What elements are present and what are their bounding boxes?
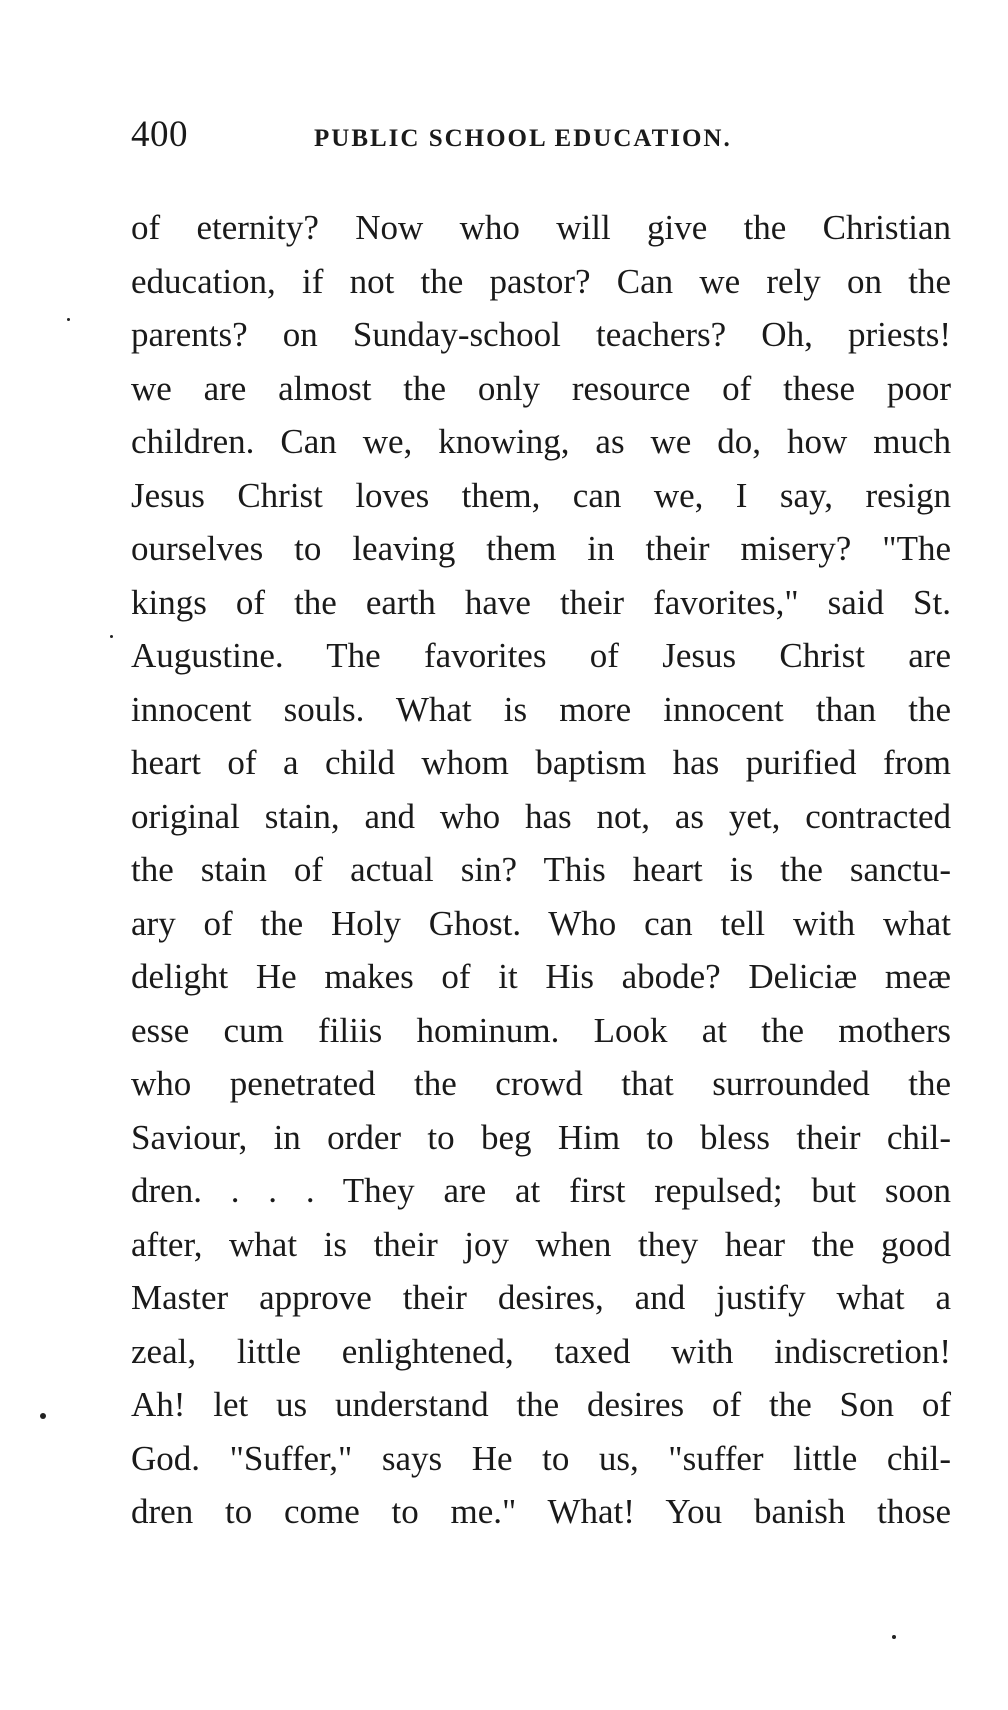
scan-speck: [40, 1413, 46, 1419]
text-line: original stain, and who has not, as yet, contracted: [131, 796, 951, 836]
page-number: 400: [131, 114, 188, 155]
text-line: Master approve their desires, and justify what a: [131, 1278, 951, 1317]
text-line: esse cum filiis hominum. Look at the mothers: [131, 1010, 951, 1050]
text-line: God. "Suffer," says He to us, "suffer little chil-: [131, 1438, 951, 1478]
text-line: innocent souls. What is more innocent than the: [131, 689, 951, 729]
text-line: ary of the Holy Ghost. Who can tell with what: [131, 903, 951, 943]
text-line: ourselves to leaving them in their misery? "The: [131, 529, 951, 568]
text-line: parents? on Sunday-school teachers? Oh, priests!: [131, 315, 951, 354]
text-line: heart of a child whom baptism has purified from: [131, 743, 951, 782]
text-line: Augustine. The favorites of Jesus Christ are: [131, 636, 951, 675]
text-line: dren. . . . They are at first repulsed; but soon: [131, 1171, 951, 1210]
scan-speck: [110, 635, 113, 638]
text-line: education, if not the pastor? Can we rely on the: [131, 261, 951, 301]
text-line: kings of the earth have their favorites," said St.: [131, 582, 951, 622]
text-line: Saviour, in order to beg Him to bless their chil-: [131, 1117, 951, 1157]
running-head: [131, 110, 951, 160]
body-text: [131, 201, 951, 1539]
text-line: dren to come to me." What! You banish those: [131, 1492, 951, 1531]
scan-speck: [67, 318, 70, 321]
text-line: children. Can we, knowing, as we do, how much: [131, 422, 951, 461]
text-line: of eternity? Now who will give the Christian: [131, 208, 951, 247]
text-line: after, what is their joy when they hear the good: [131, 1224, 951, 1264]
text-line: zeal, little enlightened, taxed with indiscretion!: [131, 1331, 951, 1371]
text-line: we are almost the only resource of these poor: [131, 368, 951, 408]
text-line: the stain of actual sin? This heart is the sanctu-: [131, 850, 951, 889]
text-line: Ah! let us understand the desires of the Son of: [131, 1385, 951, 1424]
text-line: who penetrated the crowd that surrounded the: [131, 1064, 951, 1103]
running-title: PUBLIC SCHOOL EDUCATION.: [314, 125, 732, 152]
text-line: Jesus Christ loves them, can we, I say, resign: [131, 475, 951, 515]
text-line: delight He makes of it His abode? Deliciæ meæ: [131, 957, 951, 996]
scan-speck: [892, 1635, 896, 1639]
